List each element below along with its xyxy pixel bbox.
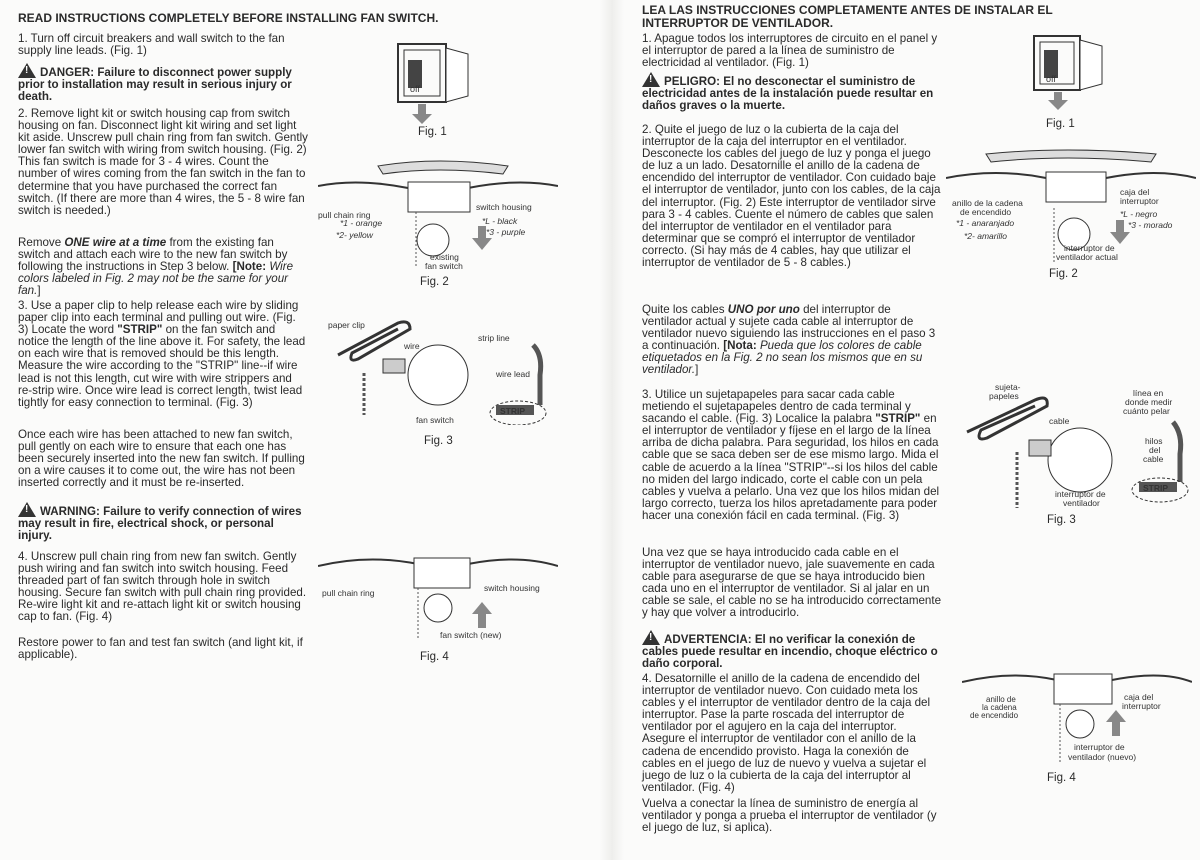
- figure-callout-label: STRIP: [1143, 483, 1169, 493]
- warning-triangle-icon: [642, 72, 660, 87]
- fig2-fan-switch-illustration: [946, 148, 1196, 268]
- strip-word: "STRIP": [875, 412, 921, 426]
- text: from the existing fan switch and attach each wire to the new fan switch by following the instructions in Step 3 below.: [18, 236, 288, 274]
- figure-callout-label: wire: [404, 341, 420, 351]
- figure-callout-label: ventilador (nuevo): [1068, 752, 1137, 762]
- fig1-breaker-panel-illustration: [390, 40, 480, 125]
- danger-text: DANGER: Failure to disconnect power supply prior to installation may result in serious injury or death.: [18, 66, 292, 104]
- off-label: off: [410, 84, 420, 94]
- figure-callout-label: pull chain ring: [322, 588, 375, 598]
- english-step-2: 2. Remove light kit or switch housing cap from switch housing on fan. Disconnect light kit wiring and set light kit aside. Unscrew pull chain ring from fan switch. Gently lower fan switch with wiring from switch housing. (Fig. 2) This fan switch is made for 3 - 4 wires. Count the number of wires coming from the fan switch in the fan to determine that you have purchased the correct fan switch. (If there are more than 4 wires, the 5 - 8 wire fan switch is needed.): [18, 107, 308, 217]
- figure-callout-label: interruptor de: [1064, 243, 1115, 253]
- up-arrow-icon: [1106, 710, 1126, 722]
- figure-callout-label: interruptor: [1122, 701, 1161, 711]
- emphasis: UNO por uno: [727, 303, 800, 316]
- text: Remove: [18, 236, 65, 249]
- figure-callout-label: interruptor: [1120, 196, 1159, 206]
- figure-callout-label: línea en: [1133, 388, 1164, 398]
- figure-callout-label: de encendido: [970, 711, 1019, 720]
- english-once: Once each wire has been attached to new fan switch, pull gently on each wire to ensure that each one has been securely inserted into the new fan switch. If pulling on a wire causes it to come out, the wire has not been inserted correctly and it must be re-inserted.: [18, 428, 305, 490]
- figure-callout-label: *1 - anaranjado: [956, 218, 1015, 228]
- figure-callout-label: papeles: [989, 391, 1019, 401]
- figure-callout-label: *3 - morado: [1128, 220, 1173, 230]
- figure-callout-label: *1 - orange: [340, 218, 383, 228]
- text: on the fan switch and notice the length of the line above it. For safety, the lead on each wire that is removed should be this length. Measure the wire according to the "STRIP" line--if wire lead is not this length, cut wire with wire strippers and re-strip wire. Once wire lead is correct length, twist lead tightly for easy connection to terminal. (Fig. 3): [18, 323, 306, 409]
- figure-callout-label: *L - black: [482, 216, 518, 226]
- note-text: Pueda que los colores de cable etiquetados en la Fig. 2 no sean los mismos que en su ventilador.: [642, 339, 923, 377]
- fig3-paper-clip-illustration: [328, 315, 563, 425]
- emphasis: ONE wire at a time: [64, 236, 167, 249]
- warning-text: WARNING: Failure to verify connection of wires may result in fire, electrical shock, or personal injury.: [18, 505, 302, 543]
- fig2-label: Fig. 2: [1049, 268, 1078, 280]
- figure-callout-label: switch housing: [484, 583, 540, 593]
- warning-triangle-icon: [18, 63, 36, 78]
- text: del interruptor de ventilador actual y sujete cada cable al interruptor de ventilador nuevo siguiendo las instrucciones en el paso 3 a continuación.: [642, 303, 936, 353]
- spanish-quite-cables: [642, 304, 942, 377]
- figure-callout-label: existing: [430, 252, 459, 262]
- english-title: READ INSTRUCTIONS COMPLETELY BEFORE INSTALLING FAN SWITCH.: [18, 11, 439, 25]
- text: ]: [695, 363, 699, 377]
- warning-triangle-icon: [642, 630, 660, 645]
- spanish-step-3: [642, 389, 942, 522]
- spanish-vuelva: Vuelva a conectar la línea de suministro de energía al ventilador y ponga a prueba el interruptor de ventilador (y el juego de luz, si aplica).: [642, 797, 937, 835]
- figure-callout-label: interruptor de: [1055, 489, 1106, 499]
- fig3-label: Fig. 3: [1047, 514, 1076, 526]
- figure-callout-label: donde medir: [1125, 397, 1173, 407]
- fig1-label: Fig. 1: [418, 126, 447, 138]
- figure-callout-label: caja del: [1124, 692, 1154, 702]
- text: ]: [37, 284, 41, 298]
- english-warning: [18, 502, 308, 542]
- figure-callout-label: pull chain ring: [318, 210, 371, 220]
- figure-callout-label: hilos: [1145, 436, 1163, 446]
- peligro-text: PELIGRO: El no desconectar el suministro de electricidad antes de la instalación puede resultar en daños graves o la muerte.: [642, 75, 934, 113]
- text: en el interruptor de ventilador y fíjese en el largo de la línea arriba de dicha palabra. Para seguridad, los hilos en cada cable que se saca deben ser de ese mismo largo. Mida el cable de acuerdo a la línea "STRIP"--si los hilos del cable no miden del largo indicado, corte el cable con un pela cables y vuelva a pelarlo. Una vez que los hilos midan del largo correcto, tuerza los hilos apretadamente para poder hacer una conexión fácil en cada terminal. (Fig. 3): [642, 412, 940, 522]
- figure-callout-label: cuánto pelar: [1123, 406, 1170, 416]
- figure-callout-label: ventilador actual: [1056, 252, 1118, 262]
- spanish-step-4: 4. Desatornille el anillo de la cadena de encendido del interruptor de ventilador nuevo. Con cuidado meta los cables y el interruptor de ventilador dentro de la caja del interruptor. Pase la parte roscada del interruptor de ventilador por el agujero en la caja del interruptor. Asegure el interruptor de ventilador con el anillo de la cadena de encendido provisto. Haga la conexión de cables en el juego de luz de nuevo y vuelva a sujetar el juego de luz o la cubierta de la caja del interruptor al ventilador. (Fig. 4): [642, 672, 931, 794]
- spanish-step-2: 2. Quite el juego de luz o la cubierta de la caja del interruptor de la caja del interruptor en el ventilador. Desconecte los cables del juego de luz y ponga el juego de luz a un lado. Desatornille el anillo de la cadena de encendido del interruptor de ventilador. Con cuidado baje el interruptor de ventilador, junto con los cables, de la caja del interruptor. (Fig. 2) Este interruptor de ventilador sirve para 3 - 4 cables. Cuente el número de cables que salen del interruptor de ventilador en el ventilador para determinar que se compró el interruptor de ventilador correcto. (Si hay más de 4 cables, hay que utilizar el interruptor de ventilador de 5 - 8 cables.): [642, 123, 941, 270]
- figure-callout-label: sujeta-: [995, 382, 1021, 392]
- text: 3. Use a paper clip to help release each wire by sliding paper clip into each terminal and pulling out wire. (Fig. 3) Locate the word: [18, 299, 299, 337]
- spanish-title: LEA LAS INSTRUCCIONES COMPLETAMENTE ANTES DE INSTALAR EL INTERRUPTOR DE VENTILADOR.: [642, 3, 1053, 30]
- figure-callout-label: cable: [1143, 454, 1164, 464]
- advertencia-text: ADVERTENCIA: El no verificar la conexión de cables puede resultar en incendio, choque eléctrico o daño corporal.: [642, 633, 938, 671]
- figure-callout-label: *L - negro: [1120, 209, 1158, 219]
- english-step-1: 1. Turn off circuit breakers and wall switch to the fan supply line leads. (Fig. 1): [18, 32, 285, 58]
- figure-callout-label: STRIP: [500, 406, 526, 416]
- figure-callout-label: ventilador: [1063, 498, 1100, 508]
- figure-callout-label: del: [1149, 445, 1161, 455]
- figure-callout-label: paper clip: [328, 320, 365, 330]
- english-remove-one-wire: [18, 237, 308, 297]
- figure-callout-label: anillo de: [986, 695, 1016, 704]
- figure-callout-label: *2- yellow: [336, 230, 373, 240]
- fig3-label: Fig. 3: [424, 435, 453, 447]
- note-label: [Note:: [232, 260, 267, 274]
- fig2-label: Fig. 2: [420, 276, 449, 288]
- note-text: Wire colors labeled in Fig. 2 may not be the same for your fan.: [18, 260, 294, 298]
- note-label: [Nota:: [723, 339, 757, 353]
- fig1-label: Fig. 1: [1046, 118, 1075, 130]
- text: 3. Utilice un sujetapapeles para sacar cada cable metiendo el sujetapapeles dentro de cada terminal y sacando el cable. (Fig. 3) Localice la palabra: [642, 388, 911, 426]
- english-step-3: [18, 300, 308, 409]
- spanish-peligro: [642, 72, 942, 112]
- down-arrow-icon: [1048, 100, 1068, 110]
- figure-callout-label: fan switch: [425, 261, 463, 271]
- figure-callout-label: interruptor de: [1074, 742, 1125, 752]
- figure-callout-label: la cadena: [982, 703, 1017, 712]
- fig2-fan-switch-illustration: [318, 158, 558, 276]
- figure-callout-label: *2- amarillo: [964, 231, 1007, 241]
- page-fold: [600, 0, 624, 860]
- figure-callout-label: caja del: [1120, 187, 1150, 197]
- fig4-fan-switch-illustration: [318, 548, 558, 643]
- figure-callout-label: cable: [1049, 416, 1070, 426]
- up-arrow-icon: [472, 602, 492, 614]
- down-arrow-icon: [412, 114, 432, 124]
- figure-callout-label: fan switch (new): [440, 630, 502, 640]
- figure-callout-label: strip line: [478, 333, 510, 343]
- fig4-label: Fig. 4: [1047, 772, 1076, 784]
- figure-callout-label: *3 - purple: [486, 227, 526, 237]
- spanish-una-vez: Una vez que se haya introducido cada cable en el interruptor de ventilador nuevo, jale suavemente en cada cable para asegurarse de que se haya introducido bien cada uno en el interruptor de ventilador. Si al jalar en un cable se sale, el cable no se ha introducido correctamente y hay que volver a introducirlo.: [642, 546, 942, 620]
- english-step-4: 4. Unscrew pull chain ring from new fan switch. Gently push wiring and fan switch into switch housing. Feed threaded part of fan switch through hole in switch housing. Secure fan switch with pull chain ring provided. Re-wire light kit and re-attach light kit or switch housing cap to fan. (Fig. 4): [18, 550, 307, 624]
- spanish-step-1: 1. Apague todos los interruptores de circuito en el panel y el interruptor de pared a la línea de suministro de electricidad al ventilador. (Fig. 1): [642, 32, 938, 70]
- fig1-breaker-panel-illustration: [1028, 32, 1113, 112]
- strip-word: "STRIP": [117, 323, 163, 337]
- text: Quite los cables: [642, 303, 728, 316]
- fig3-paper-clip-illustration: [955, 382, 1200, 512]
- fig4-label: Fig. 4: [420, 651, 449, 663]
- figure-callout-label: switch housing: [476, 202, 532, 212]
- english-danger: [18, 63, 308, 103]
- english-restore: Restore power to fan and test fan switch (and light kit, if applicable).: [18, 636, 303, 662]
- figure-callout-label: anillo de la cadena: [952, 198, 1023, 208]
- fig4-fan-switch-illustration: [962, 662, 1192, 767]
- spanish-advertencia: [642, 630, 942, 670]
- off-label: off: [1046, 74, 1056, 84]
- figure-callout-label: wire lead: [496, 369, 531, 379]
- warning-triangle-icon: [18, 502, 36, 517]
- figure-callout-label: de encendido: [960, 207, 1012, 217]
- figure-callout-label: fan switch: [416, 415, 454, 425]
